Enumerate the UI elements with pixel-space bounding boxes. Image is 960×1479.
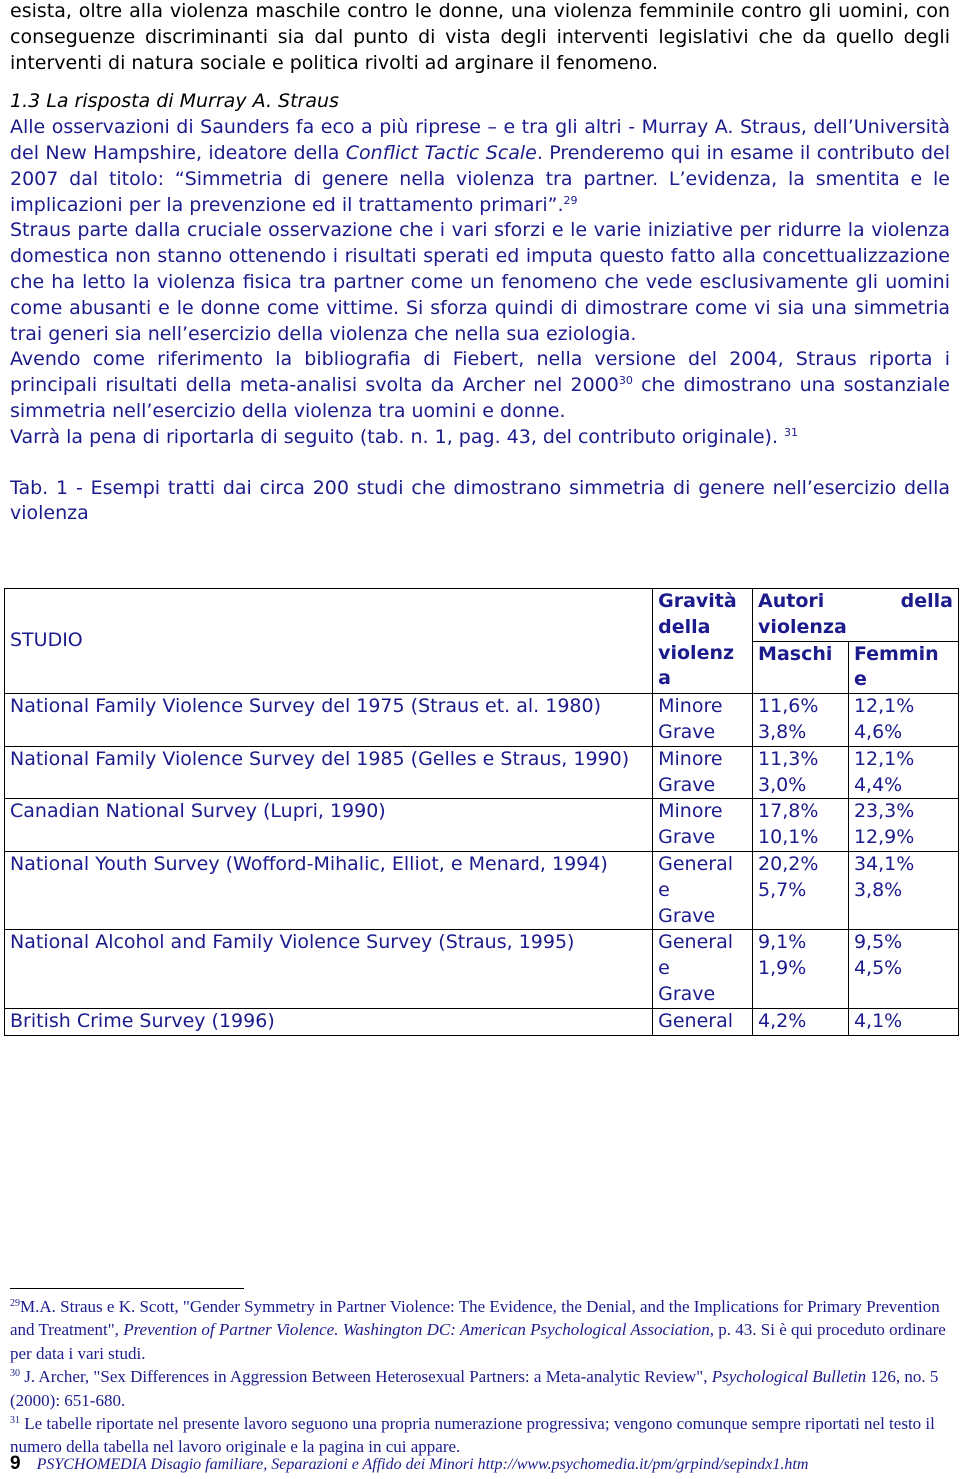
cell-studio: National Family Violence Survey del 1985 (Gelles e Straus, 1990): [5, 746, 653, 799]
footnote-number: 31: [10, 1415, 20, 1427]
table-row: [5, 1008, 959, 1035]
cell-femmine: 12,1% 4,6%: [848, 694, 958, 747]
footer-source[interactable]: PSYCHOMEDIA Disagio familiare, Separazioni e Affido dei Minori http://www.psychomedia.it/pm/grpind/sepindx1.htm: [36, 1456, 809, 1473]
cell-studio: National Family Violence Survey del 1975 (Straus et. al. 1980): [5, 694, 653, 747]
table-row: [5, 851, 959, 929]
section-title: La risposta di Murray A. Straus: [46, 90, 339, 113]
footnote-30-italic: Psychological Bulletin: [711, 1367, 867, 1387]
table-row: [5, 746, 959, 799]
header-autori: Autori della violenza: [753, 589, 959, 642]
table-caption: Tab. 1 - Esempi tratti dai circa 200 studi che dimostrano simmetria di genere nell’esercizio della violenza: [10, 476, 950, 525]
footnote-ref-30[interactable]: 30: [618, 374, 633, 388]
cell-gravita: General: [653, 1008, 753, 1035]
cell-studio: National Youth Survey (Wofford-Mihalic, Elliot, e Menard, 1994): [5, 851, 653, 929]
header-femmine: Femmin e: [848, 641, 958, 694]
paragraph-straus-observation: Straus parte dalla cruciale osservazione che i vari sforzi e le varie iniziative per ridurre la violenza domestica non stanno ottenendo i risultati sperati ed imputa questo fatto alla concettualizzazione che ha letto la violenza fisica tra partner come un fenomeno che vede esclusivamente gli uomini come abusanti e le donne come vittime. Si sforza quindi di dimostrare come vi sia una simmetria trai generi sia nell’esercizio della violenza che nella sua eziologia.: [10, 219, 950, 345]
cell-femmine: 34,1% 3,8%: [848, 851, 958, 929]
cell-gravita: Minore Grave: [653, 746, 753, 799]
footnote-ref-29[interactable]: 29: [563, 193, 578, 207]
paragraph-table-intro: [10, 425, 950, 451]
header-studio: STUDIO: [5, 589, 653, 694]
footnote-29-text-a: M.A. Straus e K. Scott, "Gender Symmetry in Partner Violence: The Evidence, the Denial, and the Implications for Primary Prevention and Treatment",: [10, 1297, 940, 1340]
cell-gravita: Minore Grave: [653, 799, 753, 852]
footnote-ref-31[interactable]: 31: [784, 425, 799, 439]
table-row: [5, 930, 959, 1008]
footnote-number: 29: [10, 1298, 20, 1309]
table-row: [5, 694, 959, 747]
footnote-31: [10, 1412, 950, 1459]
cell-maschi: 20,2% 5,7%: [753, 851, 849, 929]
conflict-tactic-scale-title: Conflict Tactic Scale: [345, 141, 537, 164]
cell-femmine: 12,1% 4,4%: [848, 746, 958, 799]
cell-studio: National Alcohol and Family Violence Survey (Straus, 1995): [5, 930, 653, 1008]
cell-maschi: 4,2%: [753, 1008, 849, 1035]
table-header-row-1: [5, 589, 959, 642]
footnote-30: [10, 1365, 950, 1412]
intro-paragraph: esista, oltre alla violenza maschile contro le donne, una violenza femminile contro gli uomini, con conseguenze discriminanti sia dal punto di vista degli interventi legislativi che da quello degli interventi di natura sociale e politica rivolti ad arginare il fenomeno.: [10, 0, 950, 74]
cell-femmine: 4,1%: [848, 1008, 958, 1035]
cell-maschi: 11,3% 3,0%: [753, 746, 849, 799]
table-row: [5, 799, 959, 852]
cell-maschi: 11,6% 3,8%: [753, 694, 849, 747]
section-heading: [10, 89, 950, 115]
cell-studio: Canadian National Survey (Lupri, 1990): [5, 799, 653, 852]
gender-symmetry-table: [4, 588, 959, 1036]
section-number: 1.3: [10, 90, 41, 113]
para1-text-b: . Prenderemo qui in esame il contributo del 2007 dal titolo: “Simmetria di genere nella violenza tra partner. L’evidenza, la smentita e le implicazioni per la prevenzione ed il trattamento primari”.: [10, 141, 950, 216]
footnote-number: 30: [10, 1368, 20, 1380]
para3-text-b: che dimostrano una sostanziale simmetria nell’esercizio della violenza tra uomini e donne.: [10, 374, 950, 422]
cell-studio: British Crime Survey (1996): [5, 1008, 653, 1035]
cell-gravita: Minore Grave: [653, 694, 753, 747]
cell-femmine: 9,5% 4,5%: [848, 930, 958, 1008]
header-gravita: Gravità della violenz a: [653, 589, 753, 694]
cell-gravita: General e Grave: [653, 930, 753, 1008]
cell-femmine: 23,3% 12,9%: [848, 799, 958, 852]
page-footer: [10, 1453, 955, 1475]
header-maschi: Maschi: [753, 641, 849, 694]
cell-maschi: 9,1% 1,9%: [753, 930, 849, 1008]
paragraph-fiebert-archer: [10, 347, 950, 424]
para3-text-a: Avendo come riferimento la bibliografia di Fiebert, nella versione del 2004, Straus riporta i principali risultati della meta-analisi svolta da Archer nel 2000: [10, 348, 950, 397]
page-number: 9: [10, 1453, 21, 1474]
cell-gravita: General e Grave: [653, 851, 753, 929]
para1-text-a: Alle osservazioni di Saunders fa eco a più riprese – e tra gli altri - Murray A. Straus, dell’Università del New Hampshire, ideatore della: [10, 116, 950, 164]
cell-maschi: 17,8% 10,1%: [753, 799, 849, 852]
footnote-30-text-b: 126, no. 5 (2000): 651-680.: [10, 1367, 939, 1410]
footnote-separator: [10, 1288, 244, 1289]
footnote-29: [10, 1295, 950, 1365]
para4-text: Varrà la pena di riportarla di seguito (tab. n. 1, pag. 43, del contributo originale).: [10, 425, 778, 448]
footnote-31-text: Le tabelle riportate nel presente lavoro seguono una propria numerazione progressiva; vengono comunque sempre riportati nel testo il numero della tabella nel lavoro originale e la pagina in cui appare.: [10, 1414, 935, 1457]
paragraph-straus-intro: [10, 115, 950, 218]
footnote-29-text-b: , p. 43. Si è qui proceduto ordinare per data i vari studi.: [10, 1320, 946, 1363]
footnote-29-italic: Prevention of Partner Violence. Washington DC: American Psychological Association: [123, 1320, 710, 1340]
document-page: [10, 0, 950, 527]
footnotes: [10, 1295, 950, 1459]
footnote-30-text-a: J. Archer, "Sex Differences in Aggression Between Heterosexual Partners: a Meta-analytic Review",: [20, 1367, 712, 1387]
